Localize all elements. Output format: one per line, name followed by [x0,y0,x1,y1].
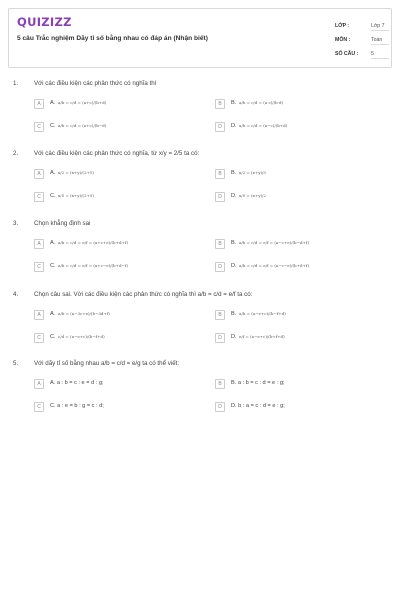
option-formula: e/f = (a−e+c)/(b+f+d) [239,334,285,339]
option-letter-box: C [34,122,44,132]
option-label: C. [50,263,56,269]
option-formula: x/5 = (x+y)/(2+5) [58,193,94,198]
question-text: Với các điều kiện các phân thức có nghĩa, từ x/y = 2/5 ta có: [34,150,200,157]
question-number: 5. [13,360,19,367]
option-label: C. [50,193,56,199]
question-number: 1. [13,80,19,87]
option-letter-box: C [34,333,44,343]
option-formula: a/b = c/d = (a−c)/(b+d) [239,123,288,128]
option-label: D. [231,334,237,340]
option-label: A. a : b = c : e = d : g; [50,380,104,386]
question-text: Chọn câu sai. Với các điều kiện các phân thức có nghĩa thì a/b = c/d = e/f ta có: [34,291,253,298]
meta-key: MÔN : [335,37,351,43]
option-letter-box: A [34,379,44,389]
option-letter-box: B [215,310,225,320]
option-letter-box: B [215,169,225,179]
option-letter-box: D [215,122,225,132]
option-letter-box: C [34,192,44,202]
option-letter-box: A [34,99,44,109]
option-label: C. a : e = b : g = c : d; [50,403,104,409]
option-letter-box: D [215,192,225,202]
option-letter-box: D [215,402,225,412]
option-label: D. [231,123,237,129]
option-formula: a/b = c/d = e/f = (a+c+e)/(b+d+f) [58,240,128,245]
meta-key: LỚP : [335,23,350,29]
option-label: B. [231,311,237,317]
question-number: 3. [13,220,19,227]
option-letter-box: D [215,333,225,343]
option-label: D. [231,193,237,199]
option-label: B. [231,100,237,106]
option-letter-box: A [34,169,44,179]
document-title: 5 câu Trắc nghiệm Dãy tỉ số bằng nhau có đáp án (Nhận biết) [17,35,208,42]
option-letter-box: A [34,239,44,249]
question-text: Chọn khẳng định sai [34,220,91,227]
option-letter-box: B [215,99,225,109]
option-letter-box: C [34,402,44,412]
meta-value: Toán [371,37,389,45]
option-formula: a/b = (a−3c+e)/(b−3d+f) [58,311,110,316]
option-letter-box: C [34,262,44,272]
option-formula: a/b = c/d = (a+c)/(b+d) [58,100,107,105]
option-label: A. [50,311,56,317]
option-label: A. [50,100,56,106]
option-formula: a/b = c/d = e/f = (a−c−e)/(b+d+f) [239,263,309,268]
header [8,8,392,68]
option-label: C. [50,334,56,340]
option-label: D. [231,263,237,269]
option-formula: a/b = c/d = (a·c)/(b·d) [239,100,284,105]
meta-value: 5 [371,51,389,59]
option-formula: a/b = (a−e+c)/(b−f+d) [239,311,286,316]
option-label: B. [231,240,237,246]
option-letter-box: B [215,239,225,249]
option-label: C. [50,123,56,129]
option-label: B. a : b = c : d = e : g; [231,380,285,386]
option-letter-box: D [215,262,225,272]
option-label: A. [50,240,56,246]
option-letter-box: B [215,379,225,389]
meta-question-count [335,47,393,59]
question-text: Với dãy tỉ số bằng nhau a/b = c/d = e/g ta có thể viết: [34,360,180,367]
meta-key: SỐ CÂU : [335,51,359,57]
question-text: Với các điều kiện các phân thức có nghĩa thì [34,80,157,87]
option-formula: a/b = c/d = (a+c)/(b−d) [58,123,107,128]
meta-grade [335,19,393,31]
option-formula: a/b = c/d = e/f = (a+c−e)/(b+d−f) [58,263,128,268]
option-formula: x/5 = (x+y)/2 [239,193,266,198]
option-letter-box: A [34,310,44,320]
option-formula: x/2 = (x+y)/(2+5) [58,170,94,175]
question-number: 4. [13,291,19,298]
quizizz-logo: QUIZIZZ [17,15,72,29]
option-label: A. [50,170,56,176]
option-formula: c/d = (a−e+c)/(b−f+d) [58,334,105,339]
option-formula: a/b = c/d = e/f = (a−c+e)/(b−d+f) [239,240,309,245]
question-number: 2. [13,150,19,157]
option-formula: x/2 = (x+y)/5 [239,170,266,175]
meta-subject [335,33,393,45]
option-label: B. [231,170,237,176]
meta-value: Lớp 7 [371,23,389,31]
option-label: D. b : a = c : d = e : g; [231,403,285,409]
